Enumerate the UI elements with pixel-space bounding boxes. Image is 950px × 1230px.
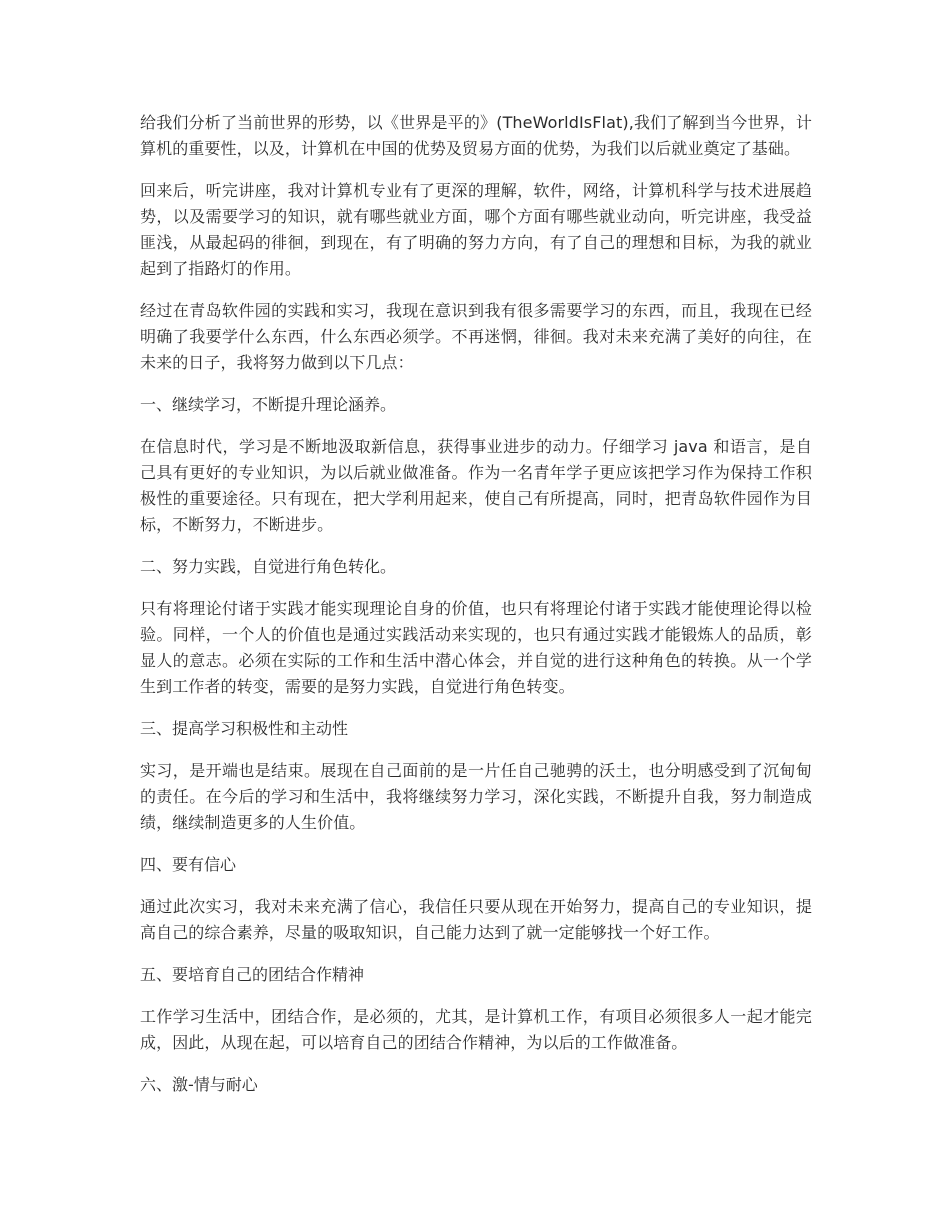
paragraph-3: 经过在青岛软件园的实践和实习，我现在意识到我有很多需要学习的东西，而且，我现在已经明确了我要学什么东西，什么东西必须学。不再迷惘，徘徊。我对未来充满了美好的向往，在未来的日子，我将努力做到以下几点： (140, 301, 812, 372)
paragraph-5: 只有将理论付诸于实践才能实现理论自身的价值，也只有将理论付诸于实践才能使理论得以检验。同样，一个人的价值也是通过实践活动来实现的，也只有通过实践才能锻炼人的品质，彰显人的意志。必须在实际的工作和生活中潜心体会，并自觉的进行这种角色的转换。从一个学生到工作者的转变，需要的是努力实践，自觉进行角色转变。 (140, 599, 812, 696)
section-heading-6: 六、激-情与耐心 (140, 1075, 258, 1094)
section-heading-4: 四、要有信心 (140, 855, 237, 874)
paragraph-6: 实习，是开端也是结束。展现在自己面前的是一片任自己驰骋的沃土，也分明感受到了沉甸甸的责任。在今后的学习和生活中，我将继续努力学习，深化实践，不断提升自我，努力制造成绩，继续制造更多的人生价值。 (140, 761, 812, 832)
section-heading-2: 二、努力实践，自觉进行角色转化。 (140, 557, 397, 576)
document-page (140, 110, 812, 1114)
paragraph-1: 给我们分析了当前世界的形势，以《世界是平的》(TheWorldIsFlat),我们了解到当今世界，计算机的重要性，以及，计算机在中国的优势及贸易方面的优势，为我们以后就业奠定了基础。 (140, 113, 812, 158)
section-heading-3: 三、提高学习积极性和主动性 (140, 719, 349, 738)
paragraph-4: 在信息时代，学习是不断地汲取新信息，获得事业进步的动力。仔细学习 java 和语言，是自己具有更好的专业知识，为以后就业做准备。作为一名青年学子更应该把学习作为保持工作积极性的重要途径。只有现在，把大学利用起来，使自己有所提高，同时，把青岛软件园作为目标，不断努力，不断进步。 (140, 437, 812, 534)
paragraph-2: 回来后，听完讲座，我对计算机专业有了更深的理解，软件，网络，计算机科学与技术进展趋势，以及需要学习的知识，就有哪些就业方面，哪个方面有哪些就业动向，听完讲座，我受益匪浅，从最起码的徘徊，到现在，有了明确的努力方向，有了自己的理想和目标，为我的就业起到了指路灯的作用。 (140, 181, 812, 278)
paragraph-7: 通过此次实习，我对未来充满了信心，我信任只要从现在开始努力，提高自己的专业知识，提高自己的综合素养，尽量的吸取知识，自己能力达到了就一定能够找一个好工作。 (140, 897, 812, 942)
section-heading-1: 一、继续学习，不断提升理论涵养。 (140, 395, 397, 414)
paragraph-8: 工作学习生活中，团结合作，是必须的，尤其，是计算机工作，有项目必须很多人一起才能完成，因此，从现在起，可以培育自己的团结合作精神，为以后的工作做准备。 (140, 1007, 812, 1052)
section-heading-5: 五、要培育自己的团结合作精神 (140, 965, 365, 984)
